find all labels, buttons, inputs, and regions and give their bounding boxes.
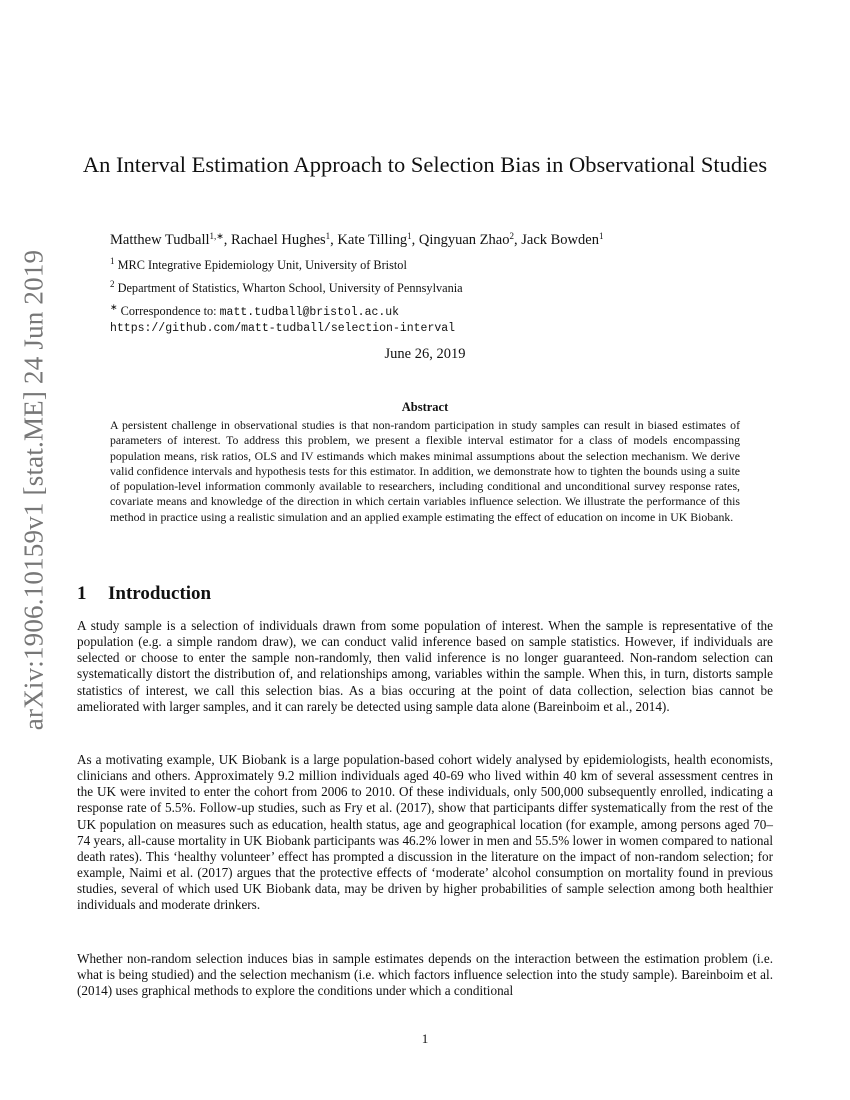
body-paragraph: Whether non-random selection induces bias in sample estimates depends on the interaction between the estimation problem (i.e. what is being studied) and the selection mechanism (i.e. which factors influence selection into the study sample). Bareinboim et al. (2014) uses graphical methods to explore the conditions under which a conditional bbox=[77, 951, 773, 999]
body-paragraph: As a motivating example, UK Biobank is a large population-based cohort widely analysed by epidemiologists, health economists, clinicians and others. Approximately 9.2 million individuals aged 40-69 who lived within 40 km of several assessment centres in the UK were invited to enter the cohort from 2006 to 2010. Of these individuals, only 500,000 subsequently enrolled, indicating a response rate of 5.5%. Follow-up studies, such as Fry et al. (2017), show that participants differ systematically from the rest of the UK population on measures such as education, health status, age and geographical location (for example, among persons aged 70–74 years, all-cause mortality in UK Biobank participants was 46.2% lower in men and 55.5% lower in women compared to national death rates). This ‘healthy volunteer’ effect has prompted a discussion in the literature on the impact of non-random selection; for example, Naimi et al. (2017) argues that the protective effects of ‘moderate’ alcohol consumption on mortality found in previous studies, several of which used UK Biobank data, may be driven by higher probabilities of sample selection among both healthier individuals and moderate drinkers. bbox=[77, 752, 773, 913]
arxiv-identifier: arXiv:1906.10159v1 [stat.ME] 24 Jun 2019 bbox=[18, 249, 49, 731]
correspondence-email[interactable]: matt.tudball@bristol.ac.uk bbox=[219, 306, 400, 319]
author-list bbox=[110, 232, 603, 249]
affiliation: $^2$ Department of Statistics, Wharton School, University of Pennsylvania bbox=[110, 279, 463, 295]
abstract-heading: Abstract bbox=[401, 400, 449, 414]
abstract-text: A persistent challenge in observational studies is that non-random participation in study samples can result in biased estimates of parameters of interest. To address this problem, we present a flexible interval estimator for a class of models encompassing population means, risk ratios, OLS and IV estimands which makes minimal assumptions about the selection mechanism. We derive valid confidence intervals and hypothesis tests for this estimator. In addition, we demonstrate how to tighten the bounds using a suite of population-level information commonly available to researchers, including conditional and unconditional survey response rates, covariate means and knowledge of the direction in which certain variables influence selection. We illustrate the performance of this method in practice using a realistic simulation and an applied example estimating the effect of education on income in UK Biobank. bbox=[110, 418, 740, 524]
author: Kate Tilling$^1$, bbox=[337, 231, 419, 248]
author: Qingyuan Zhao$^2$, bbox=[418, 231, 522, 248]
paper-title: An Interval Estimation Approach to Selection Bias in Observational Studies bbox=[82, 152, 768, 177]
body-paragraph: A study sample is a selection of individuals drawn from some population of interest. When the sample is representative of the population (e.g. a simple random draw), we can conduct valid inference based on sample statistics. However, if individuals are selected or choose to enter the sample non-randomly, then valid inference is no longer guaranteed. Non-random selection can systematically distort the distribution of, and relationships among, variables within the sample. When this, in turn, distorts sample statistics of interest, we call this selection bias. As a bias occuring at the point of data collection, selection bias cannot be ameliorated with larger samples, and it can rarely be detected using sample data alone (Bareinboim et al., 2014). bbox=[77, 618, 773, 714]
correspondence: ∗ Correspondence to: matt.tudball@bristol.ac.uk bbox=[110, 302, 400, 319]
publication-date: June 26, 2019 bbox=[384, 346, 466, 362]
section-number: 1 bbox=[77, 583, 87, 604]
code-repository bbox=[110, 320, 455, 335]
repository-url[interactable]: https://github.com/matt-tudball/selection-interval bbox=[110, 322, 456, 335]
section-title: Introduction bbox=[108, 583, 212, 604]
author: Rachael Hughes$^1$, bbox=[231, 231, 338, 248]
section-heading bbox=[77, 583, 211, 605]
affiliation: $^1$ MRC Integrative Epidemiology Unit, University of Bristol bbox=[110, 256, 407, 272]
author: Matthew Tudball$^{1,∗}$, bbox=[110, 231, 232, 248]
page-number: 1 bbox=[421, 1031, 429, 1046]
author: Jack Bowden$^1$ bbox=[521, 231, 604, 248]
